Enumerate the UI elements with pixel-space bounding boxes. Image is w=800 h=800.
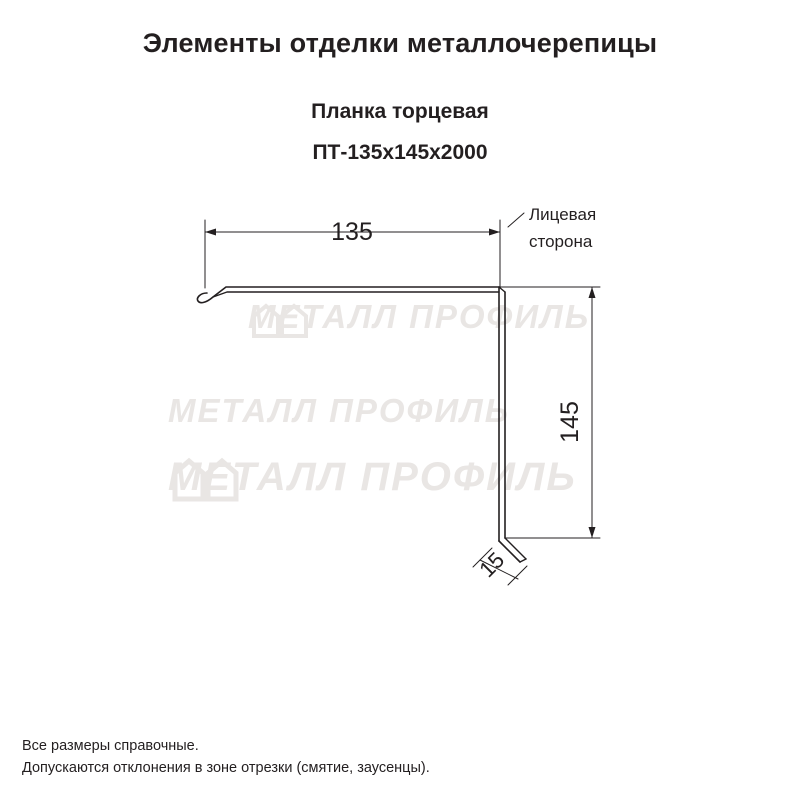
dimension-height-label: 145 [556,401,584,443]
product-name: Планка торцевая [311,100,489,123]
footnote-line-1: Все размеры справочные. [22,738,199,754]
arrow-left [205,229,216,236]
watermark-text-2: МЕТАЛЛ ПРОФИЛЬ [168,392,511,429]
page-title: Элементы отделки металлочерепицы [142,28,658,58]
watermark-text-3: МЕТАЛЛ ПРОФИЛЬ [168,455,577,499]
watermark-text-1: МЕТАЛЛ ПРОФИЛЬ [248,298,591,335]
face-side-label-line2: сторона [529,232,593,251]
arrow-up [589,287,596,298]
profile-corner-cap [499,287,505,292]
profile-top-flange [197,287,499,303]
technical-drawing [0,170,800,640]
profile-lip-end [520,559,526,562]
dimension-width-label: 135 [331,218,373,246]
dimension-lip-label: 15 [474,547,510,583]
profile-top-flange-inner [213,292,499,297]
profile-lip-inner [505,538,526,559]
face-side-label-line1: Лицевая [529,205,597,224]
leader-face-side [508,213,524,227]
product-code: ПТ-135х145х2000 [312,141,488,164]
arrow-down [589,527,596,538]
footnote-line-2: Допускаются отклонения в зоне отрезки (смятие, заусенцы). [22,760,430,776]
arrow-right [489,229,500,236]
